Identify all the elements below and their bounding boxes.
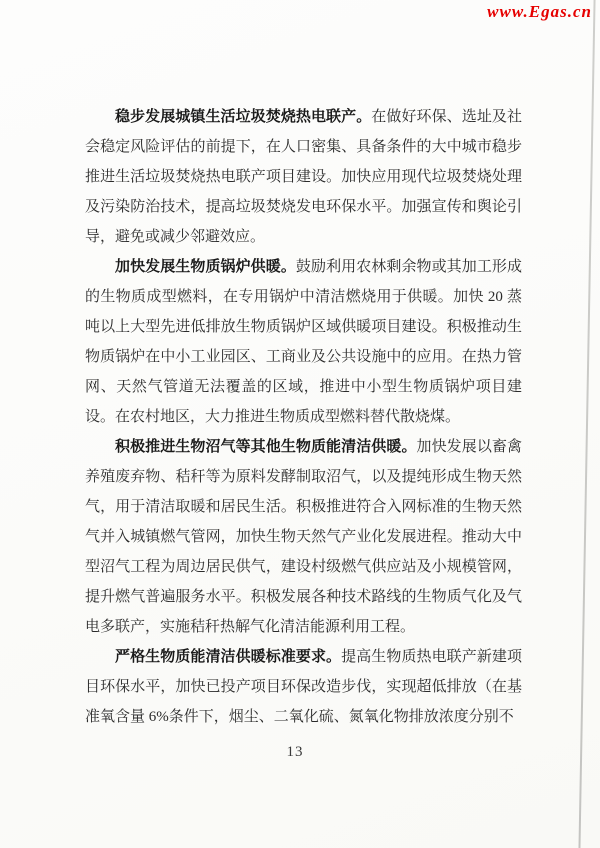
paragraph-body: 在做好环保、选址及社会稳定风险评估的前提下，在人口密集、具备条件的大中城市稳步推进生活垃圾焚烧热电联产项目建设。加快应用现代垃圾焚烧处理及污染防治技术，提高垃圾焚烧发电环保水平。加强宣传和舆论引导，避免或减少邻避效应。 [85, 109, 522, 245]
paragraph-standards [85, 642, 522, 732]
paragraph-body: 加快发展以畜禽养殖废弃物、秸秆等为原料发酵制取沼气，以及提纯形成生物天然气，用于清洁取暖和居民生活。积极推进符合入网标准的生物天然气并入城镇燃气管网，加快生物天然气产业化发展进程。推动大中型沼气工程为周边居民供气，建设村级燃气供应站及小规模管网，提升燃气普遍服务水平。积极发展各种技术路线的生物质气化及气电多联产，实施秸秆热解气化清洁能源利用工程。 [85, 439, 522, 635]
page-number: 13 [286, 744, 304, 760]
paragraph-waste-incineration [85, 102, 522, 252]
paragraph-body: 鼓励利用农林剩余物或其加工形成的生物质成型燃料，在专用锅炉中清洁燃烧用于供暖。加快 20 蒸吨以上大型先进低排放生物质锅炉区域供暖项目建设。积极推动生物质锅炉在中小工业园区、工商业及公共设施中的应用。在热力管网、天然气管道无法覆盖的区域，推进中小型生物质锅炉项目建设。在农村地区，大力推进生物质成型燃料替代散烧煤。 [85, 259, 522, 425]
scan-edge-line [578, 0, 595, 848]
paragraph-lead: 严格生物质能清洁供暖标准要求。 [115, 649, 342, 665]
paragraph-lead: 稳步发展城镇生活垃圾焚烧热电联产。 [115, 109, 372, 125]
paragraph-biomass-boiler [85, 252, 522, 432]
document-body [85, 102, 522, 732]
watermark-url: www.Egas.cn [487, 2, 592, 21]
paragraph-body: 提高生物质热电联产新建项目环保水平，加快已投产项目环保改造步伐，实现超低排放（在基准氧含量 6%条件下，烟尘、二氧化硫、氮氧化物排放浓度分别不 [85, 649, 522, 725]
paragraph-lead: 积极推进生物沼气等其他生物质能清洁供暖。 [115, 439, 417, 455]
paragraph-biogas [85, 432, 522, 642]
paragraph-lead: 加快发展生物质锅炉供暖。 [115, 259, 296, 275]
